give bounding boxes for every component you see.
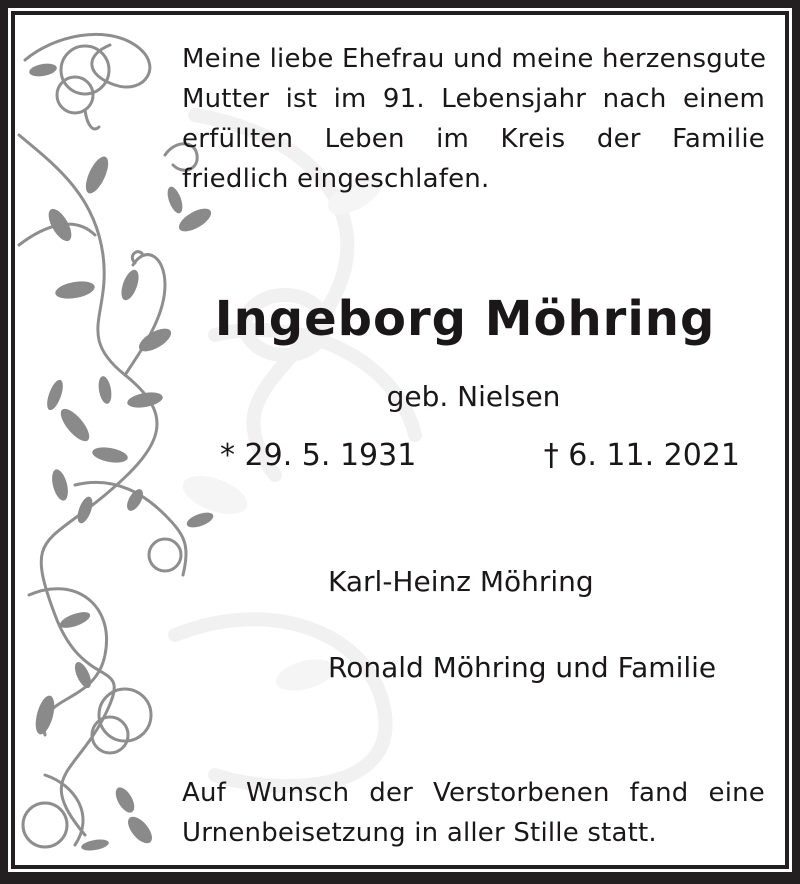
birth-date: * 29. 5. 1931 (220, 438, 417, 473)
intro-line: friedlich eingeschlafen. (182, 164, 490, 194)
closing-line: Auf Wunsch der Verstorbenen fand eine (182, 778, 765, 808)
deceased-name: Ingeborg Möhring (214, 291, 716, 347)
notice-outer-frame (8, 8, 792, 872)
mourner-name: Ronald Möhring und Familie (328, 651, 717, 684)
mourner-name: Karl-Heinz Möhring (328, 565, 594, 598)
life-dates (220, 438, 740, 473)
intro-paragraph (182, 39, 765, 199)
closing-line: Urnenbeisetzung in aller Stille statt. (182, 818, 657, 848)
intro-line: erfüllten Leben im Kreis der Familie (182, 124, 765, 154)
maiden-name: geb. Nielsen (386, 380, 561, 413)
intro-line: Mutter ist im 91. Lebensjahr nach einem (182, 84, 765, 114)
closing-paragraph (182, 773, 765, 853)
notice-inner-frame (11, 11, 789, 869)
death-date: † 6. 11. 2021 (543, 438, 740, 473)
intro-line: Meine liebe Ehefrau und meine herzensgute (182, 44, 767, 74)
